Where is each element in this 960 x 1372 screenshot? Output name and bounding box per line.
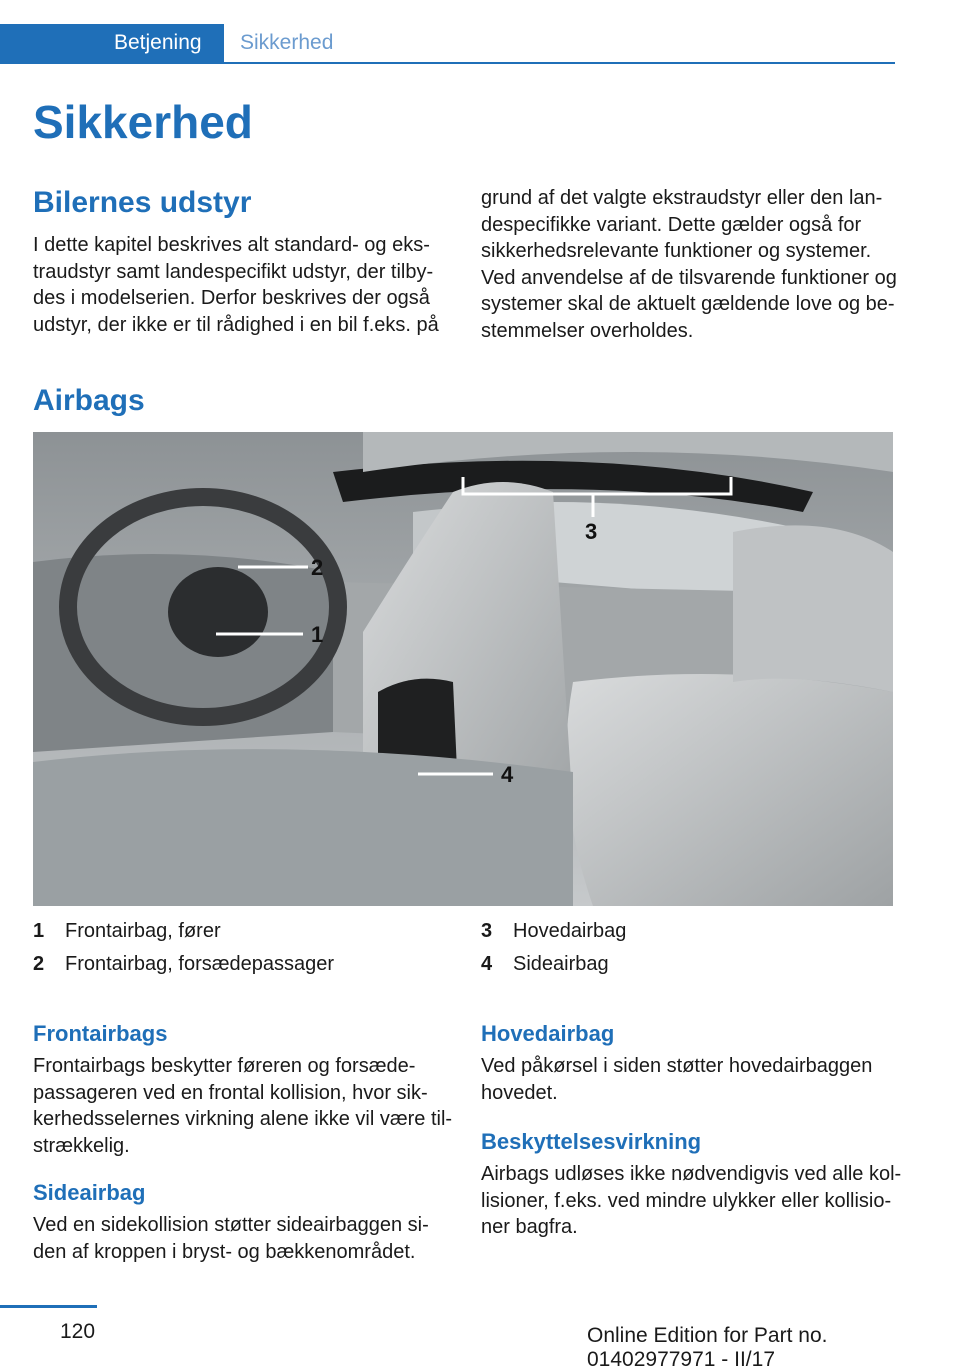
chapter-tab-bar [0,24,895,64]
page-title: Sikkerhed [33,96,253,148]
text-line: I dette kapitel beskrives alt standard- og eks- [33,234,430,256]
section-heading-equipment: Bilernes udstyr [33,186,252,219]
text-line: grund af det valgte ekstraudstyr eller den lan- [481,187,883,209]
legend-number: 4 [481,953,493,975]
frontairbags-text [33,1053,452,1159]
sideairbag-text [33,1212,429,1265]
callout-4: 4 [501,762,514,787]
text-line: den af kroppen i bryst- og bækkenområdet. [33,1240,416,1263]
legend-number: 2 [33,953,45,975]
legend-label: Hovedairbag [513,920,627,942]
text-line: udstyr, der ikke er til rådighed i en bil f.eks. på [33,313,439,336]
beskyttelse-text [481,1161,901,1241]
text-line: sikkerhedsrelevante funktioner og systemer. [481,240,872,262]
text-line: lisioner, f.eks. ved mindre ulykker eller kollisio- [481,1189,892,1212]
hovedairbag-text [481,1053,872,1106]
text-line: kerhedsselernes virkning alene ikke vil være til- [33,1108,453,1130]
subheading-frontairbags: Frontairbags [33,1021,168,1046]
text-line: stemmelser overholdes. [481,319,694,342]
text-line: des i modelserien. Derfor beskrives der også [33,287,430,309]
tab-sikkerhed[interactable]: Sikkerhed [240,31,334,54]
text-line: passageren ved en frontal kollision, hvor sik- [33,1081,428,1104]
section-heading-airbags: Airbags [33,384,145,417]
legend-label: Sideairbag [513,953,609,975]
text-line: Ved påkørsel i siden støtter hovedairbaggen [481,1055,873,1077]
legend-label: Frontairbag, fører [65,920,221,942]
legend-label: Frontairbag, forsædepassager [65,953,335,975]
text-line: Frontairbags beskytter føreren og forsæde- [33,1055,416,1077]
text-line: Airbags udløses ikke nødvendigvis ved alle kol- [481,1163,902,1185]
edition-note: Online Edition for Part no. 01402977971 - II/17 [587,1324,828,1371]
equipment-text-left [33,232,439,338]
text-line: ner bagfra. [481,1216,578,1238]
text-line: traudstyr samt landespecifikt udstyr, der tilby- [33,260,434,283]
tab-betjening[interactable]: Betjening [0,24,224,62]
callout-2: 2 [311,555,324,580]
text-line: Ved en sidekollision støtter sideairbaggen si- [33,1214,429,1236]
footer-rule [0,1305,97,1308]
legend-number: 3 [481,920,493,942]
text-line: despecifikke variant. Dette gælder også for [481,213,862,236]
text-line: strækkelig. [33,1134,130,1157]
car-interior-airbag-illustration [33,432,893,906]
text-line: systemer skal de aktuelt gældende love og be- [481,293,895,315]
callout-3: 3 [585,519,598,544]
subheading-sideairbag: Sideairbag [33,1180,146,1205]
text-line: hovedet. [481,1081,558,1104]
legend-number: 1 [33,920,45,942]
page-number: 120 [60,1320,96,1343]
subheading-beskyttelsesvirkning: Beskyttelsesvirkning [481,1129,702,1154]
callout-1: 1 [311,622,324,647]
equipment-text-right [481,185,897,344]
text-line: Ved anvendelse af de tilsvarende funktioner og [481,266,897,289]
subheading-hovedairbag: Hovedairbag [481,1021,615,1046]
